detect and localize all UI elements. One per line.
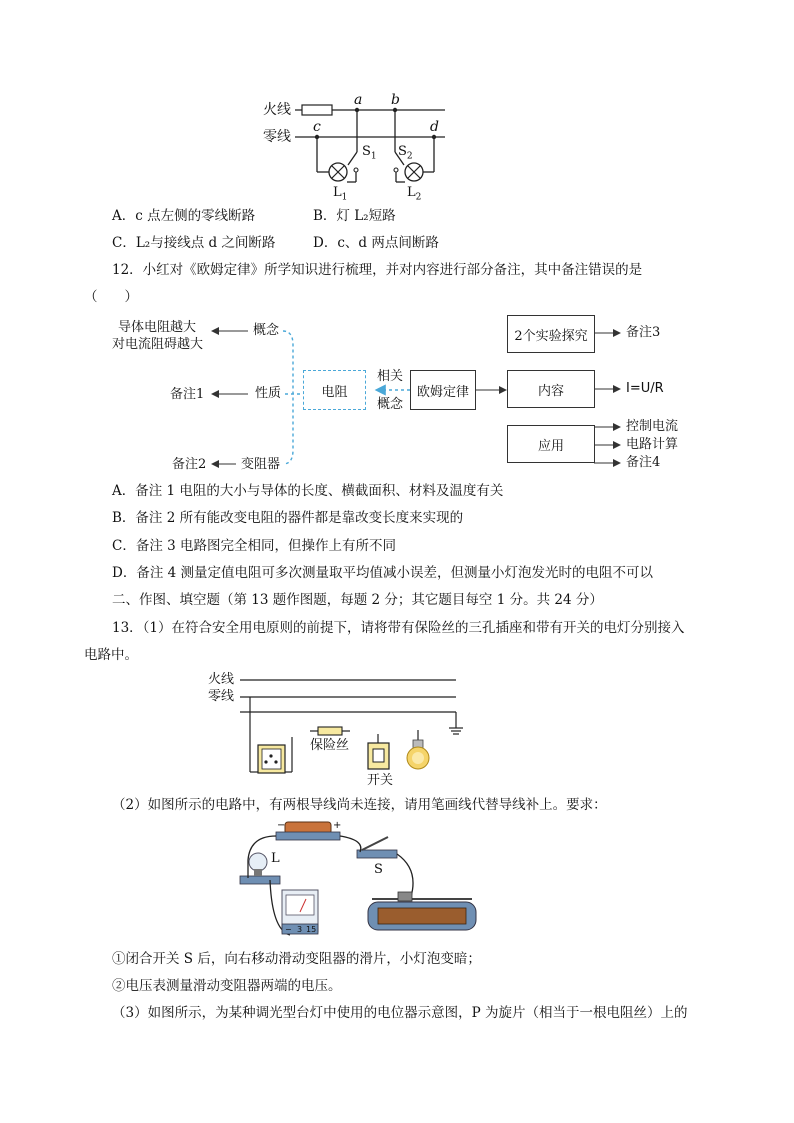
note2-label: 备注2: [172, 457, 207, 472]
q13-2-req2: ②电压表测量滑动变阻器两端的电压。: [112, 978, 342, 994]
related-label-1: 相关: [377, 369, 404, 384]
q12-option-b: B．备注 2 所有能改变电阻的器件都是靠改变长度来实现的: [112, 510, 464, 526]
meter-3-label: 3: [297, 925, 303, 934]
circuit-calc-label: 电路计算: [626, 437, 679, 452]
application-node: 应用: [507, 425, 595, 463]
property-label: 性质: [255, 386, 282, 401]
q13-1-line2: 电路中。: [84, 647, 138, 663]
meter-minus-label: −: [285, 925, 292, 934]
battery-minus-label: −: [277, 820, 286, 831]
note4-label: 备注4: [626, 455, 661, 470]
switch-s1-label: $S_1$: [362, 144, 377, 162]
live-wire-label: 火线: [263, 102, 291, 118]
point-c-label: c: [313, 119, 321, 135]
point-a-label: a: [354, 92, 363, 108]
lamp-l2-label: $L_2$: [407, 185, 422, 203]
lamp-l1-label: $L_1$: [333, 185, 348, 203]
knife-switch: [357, 850, 397, 858]
lamp-label: L: [271, 851, 280, 866]
control-current-label: 控制电流: [626, 419, 679, 434]
q12-option-d: D．备注 4 测量定值电阻可多次测量取平均值减小误差，但测量小灯泡发光时的电阻不可以: [112, 565, 653, 581]
q13-2-stem: （2）如图所示的电路中，有两根导线尚未连接，请用笔画线代替导线补上。要求：: [112, 797, 607, 813]
related-label-2: 概念: [377, 397, 404, 412]
q12-option-c: C．备注 3 电路图完全相同，但操作上有所不同: [112, 538, 397, 554]
section2-heading: 二、作图、填空题（第 13 题作图题，每题 2 分；其它题目每空 1 分。共 24 分）: [112, 592, 603, 608]
neutral-wire-label: 零线: [263, 129, 291, 145]
switch-label: 开关: [367, 773, 394, 788]
q12-option-a: A．备注 1 电阻的大小与导体的长度、横截面积、材料及温度有关: [112, 483, 504, 499]
q13-3-stem: （3）如图所示，为某种调光型台灯中使用的电位器示意图，P 为旋片（相当于一根电阻丝）上的: [112, 1005, 688, 1021]
live-wire-label-13a: 火线: [208, 672, 235, 687]
q12-stem: 12．小红对《欧姆定律》所学知识进行梳理，并对内容进行部分备注，其中备注错误的是: [112, 262, 643, 278]
neutral-wire-label-13a: 零线: [208, 689, 235, 704]
battery-plus-label: +: [333, 820, 342, 831]
content-node: 内容: [507, 370, 595, 408]
q11-option-b: B．灯 L₂短路: [313, 208, 396, 224]
q13-2-req1: ①闭合开关 S 后，向右移动滑动变阻器的滑片，小灯泡变暗；: [112, 951, 481, 967]
rheostat-label: 变阻器: [241, 457, 281, 472]
fuse-label: 保险丝: [310, 738, 350, 753]
concept-label: 概念: [253, 323, 280, 338]
concept-note-line2: 对电流阻碍越大: [112, 337, 204, 352]
q13-1-line1: 13．（1）在符合安全用电原则的前提下，请将带有保险丝的三孔插座和带有开关的电灯分别接入: [112, 620, 685, 636]
point-d-label: d: [430, 119, 439, 135]
q11-option-d: D．c、d 两点间断路: [313, 235, 439, 251]
q11-option-a: A．c 点左侧的零线断路: [112, 208, 256, 224]
ohm-law-node: 欧姆定律: [410, 370, 476, 410]
formula-label: I=U/R: [626, 381, 664, 396]
resistance-node: 电阻: [303, 370, 366, 410]
point-b-label: b: [391, 92, 400, 108]
meter-15-label: 15: [306, 925, 317, 934]
switch-s2-label: $S_2$: [398, 144, 413, 162]
note3-label: 备注3: [626, 325, 661, 340]
switch-s-label: S: [374, 862, 383, 877]
q11-option-c: C．L₂与接线点 d 之间断路: [112, 235, 276, 251]
concept-note-line1: 导体电阻越大: [118, 320, 197, 335]
q12-answer-paren: （ ）: [84, 289, 138, 305]
lamp: [249, 853, 267, 871]
note1-label: 备注1: [170, 387, 205, 402]
experiments-node: 2个实验探究: [507, 315, 595, 353]
